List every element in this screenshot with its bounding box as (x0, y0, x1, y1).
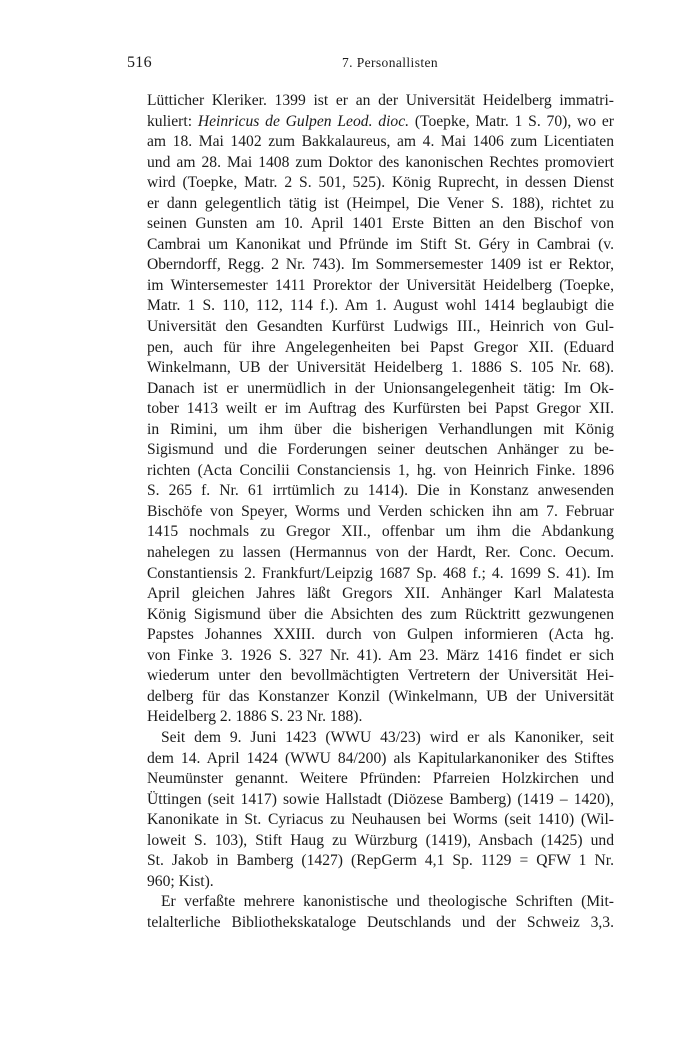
text-line: dem 14. April 1424 (WWU 84/200) als Kapitularkanoniker des Stiftes (147, 749, 614, 767)
text-line: Kanonikate in St. Cyriacus zu Neuhausen bei Worms (seit 1410) (Wil- (147, 811, 614, 829)
text-line: nahelegen zu lassen (Hermannus von der Hardt, Rer. Conc. Oecum. (147, 544, 614, 562)
paragraph-end-line: 960; Kist). (147, 872, 214, 890)
text-line: er dann gelegentlich tätig ist (Heimpel, Die Vener S. 188), richtet zu (147, 194, 614, 212)
body-text (147, 91, 614, 933)
text-line: S. 265 f. Nr. 61 irrtümlich zu 1414). Die in Konstanz anwesenden (147, 482, 614, 500)
text-line: Matr. 1 S. 110, 112, 114 f.). Am 1. August wohl 1414 beglaubigt die (147, 297, 614, 315)
text-run: kuliert: (147, 112, 198, 130)
text-line: St. Jakob in Bamberg (1427) (RepGerm 4,1 Sp. 1129 = QFW 1 Nr. (147, 852, 614, 870)
text-line: wird (Toepke, Matr. 2 S. 501, 525). König Ruprecht, in dessen Dienst (147, 174, 614, 192)
text-line: Neumünster genannt. Weitere Pfründen: Pfarreien Holzkirchen und (147, 770, 614, 788)
text-line: von Finke 3. 1926 S. 327 Nr. 41). Am 23. März 1416 findet er sich (147, 646, 614, 664)
text-line: Danach ist er unermüdlich in der Unionsangelegenheit tätig: Im Ok- (147, 379, 614, 397)
text-line: Bischöfe von Speyer, Worms und Verden schicken ihn am 7. Februar (147, 502, 614, 520)
text-line: tober 1413 weilt er im Auftrag des Kurfürsten bei Papst Gregor XII. (147, 400, 614, 418)
text-line: in Rimini, um ihm über die bisherigen Verhandlungen mit König (147, 420, 614, 438)
text-line: richten (Acta Concilii Constanciensis 1, hg. von Heinrich Finke. 1896 (147, 461, 614, 479)
text-line: im Wintersemester 1411 Prorektor der Universität Heidelberg (Toepke, (147, 276, 614, 294)
text-line: April gleichen Jahres läßt Gregors XII. Anhänger Karl Malatesta (147, 585, 614, 603)
paragraph-end-line: Heidelberg 2. 1886 S. 23 Nr. 188). (147, 708, 363, 726)
text-line: König Sigismund über die Absichten des zum Rücktritt gezwungenen (147, 605, 614, 623)
text-line: am 18. Mai 1402 zum Bakkalaureus, am 4. Mai 1406 zum Licentiaten (147, 133, 614, 151)
text-line: Sigismund und die Forderungen seiner deutschen Anhänger zu be- (147, 441, 614, 459)
text-line: seinen Gunsten am 10. April 1401 Erste Bitten an den Bischof von (147, 215, 614, 233)
paragraph-first-line: Seit dem 9. Juni 1423 (WWU 43/23) wird er als Kanoniker, seit (161, 728, 614, 746)
text-line: 1415 nochmals zu Gregor XII., offenbar um ihm die Abdankung (147, 523, 614, 541)
text-line: Winkelmann, UB der Universität Heidelberg 1. 1886 S. 105 Nr. 68). (147, 359, 614, 377)
text-line: loweit S. 103), Stift Haug zu Würzburg (1419), Ansbach (1425) und (147, 831, 614, 849)
text-line: pen, auch für ihre Angelegenheiten bei Papst Gregor XII. (Eduard (147, 338, 614, 356)
paragraph-first-line: Er verfaßte mehrere kanonistische und theologische Schriften (Mit- (161, 893, 614, 911)
text-line: Constantiensis 2. Frankfurt/Leipzig 1687 Sp. 468 f.; 4. 1699 S. 41). Im (147, 564, 614, 582)
text-line: delberg für das Konstanzer Konzil (Winkelmann, UB der Universität (147, 687, 614, 705)
text-line: Papstes Johannes XXIII. durch von Gulpen informieren (Acta hg. (147, 626, 614, 644)
text-line: wiederum unter den bevollmächtigten Vertretern der Universität Hei- (147, 667, 614, 685)
text-line: Cambrai um Kanonikat und Pfründe im Stift St. Géry in Cambrai (v. (147, 235, 614, 253)
text-line (147, 112, 614, 133)
text-line: und am 28. Mai 1408 zum Doktor des kanonischen Rechtes promoviert (147, 153, 614, 171)
latin-name-italic: Heinricus de Gulpen Leod. dioc. (197, 112, 410, 130)
text-line: Lütticher Kleriker. 1399 ist er an der Universität Heidelberg immatri- (147, 92, 614, 109)
text-line: Universität den Gesandten Kurfürst Ludwigs III., Heinrich von Gul- (147, 318, 614, 336)
text-line: Üttingen (seit 1417) sowie Hallstadt (Diözese Bamberg) (1419 – 1420), (147, 790, 614, 808)
text-run: (Toepke, Matr. 1 S. 70), wo er (409, 112, 614, 130)
page-number: 516 (127, 54, 152, 71)
running-head: 7. Personallisten (342, 55, 439, 70)
text-line: Oberndorff, Regg. 2 Nr. 743). Im Sommersemester 1409 ist er Rektor, (147, 256, 614, 274)
text-line: telalterliche Bibliothekskataloge Deutschlands und der Schweiz 3,3. (147, 913, 614, 931)
